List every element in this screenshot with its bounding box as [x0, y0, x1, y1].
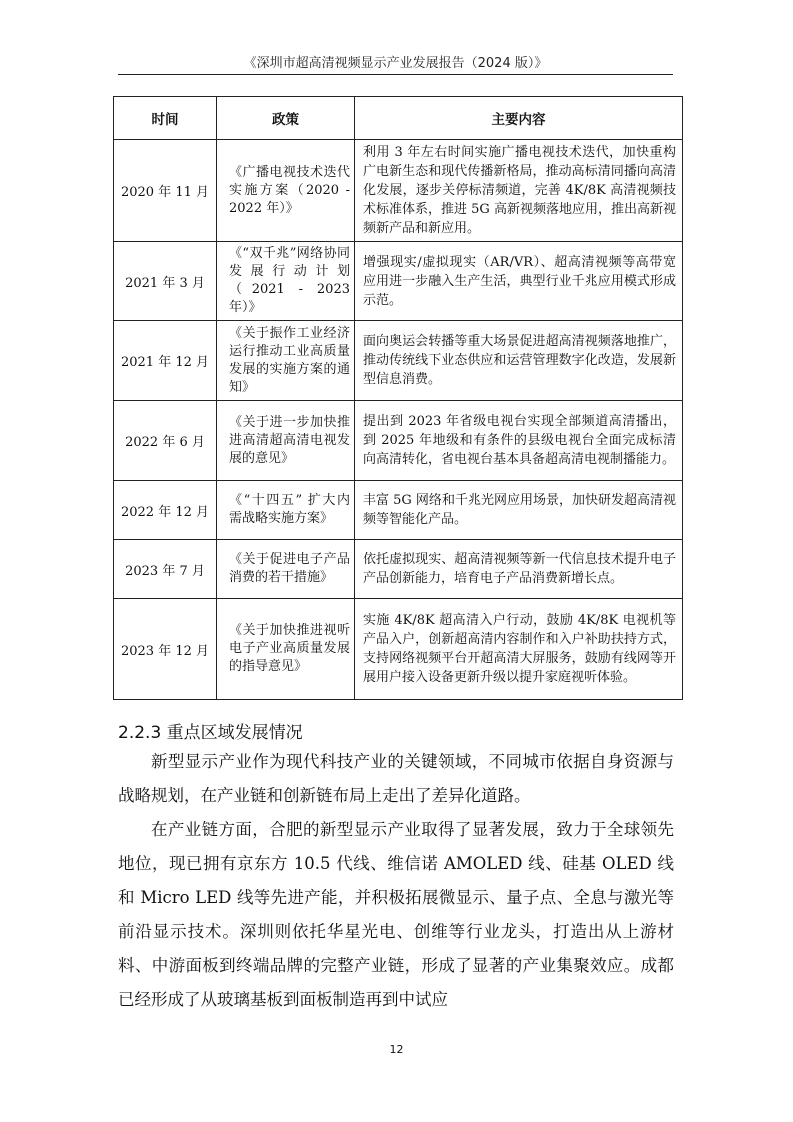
cell-time: 2020 年 11 月 [114, 140, 217, 242]
header-divider [118, 74, 673, 75]
policy-table [113, 96, 683, 700]
cell-content: 依托虚拟现实、超高清视频等新一代信息技术提升电子产品创新能力，培育电子产品消费新增长点。 [355, 540, 683, 599]
table-row [114, 401, 683, 481]
cell-policy: 《关于加快推进视听电子产业高质量发展的指导意见》 [217, 599, 355, 700]
cell-content: 面向奥运会转播等重大场景促进超高清视频落地推广，推动传统线下业态供应和运营管理数字化改造，发展新型信息消费。 [355, 321, 683, 401]
cell-content: 实施 4K/8K 超高清入户行动，鼓励 4K/8K 电视机等产品入户，创新超高清内容制作和入户补助扶持方式，支持网络视频平台开超高清大屏服务，鼓励有线网等开展用户接入设备更新升级以提升家庭视听体验。 [355, 599, 683, 700]
cell-time: 2023 年 7 月 [114, 540, 217, 599]
cell-time: 2022 年 12 月 [114, 481, 217, 540]
cell-policy: 《关于振作工业经济运行推动工业高质量发展的实施方案的通知》 [217, 321, 355, 401]
section-heading: 2.2.3 重点区域发展情况 [118, 723, 303, 743]
column-header-time: 时间 [114, 97, 217, 140]
table-row [114, 540, 683, 599]
cell-policy: 《广播电视技术迭代实施方案（2020 - 2022 年）》 [217, 140, 355, 242]
table-row [114, 481, 683, 540]
table-row [114, 140, 683, 242]
table-row [114, 599, 683, 700]
page-header: 《深圳市超高清视频显示产业发展报告（2024 版）》 [243, 56, 548, 71]
cell-policy: 《“十四五” 扩大内需战略实施方案》 [217, 481, 355, 540]
column-header-content: 主要内容 [355, 97, 683, 140]
cell-time: 2023 年 12 月 [114, 599, 217, 700]
cell-content: 丰富 5G 网络和千兆光网应用场景，加快研发超高清视频等智能化产品。 [355, 481, 683, 540]
cell-time: 2021 年 3 月 [114, 242, 217, 321]
table-row [114, 321, 683, 401]
cell-content: 利用 3 年左右时间实施广播电视技术迭代，加快重构广电新生态和现代传播新格局，推动高标清同播向高清化发展，逐步关停标清频道，完善 4K/8K 高清视频技术标准体系，推进 5G 高新视频落地应用，推出高新视频新产品和新应用。 [355, 140, 683, 242]
table-row [114, 242, 683, 321]
cell-time: 2022 年 6 月 [114, 401, 217, 481]
body-paragraph: 新型显示产业作为现代科技产业的关键领域，不同城市依据自身资源与战略规划，在产业链和创新链布局上走出了差异化道路。 [118, 752, 674, 805]
cell-policy: 《关于促进电子产品消费的若干措施》 [217, 540, 355, 599]
cell-policy: 《“双千兆”网络协同发展行动计划（2021 - 2023 年）》 [217, 242, 355, 321]
page-number: 12 [389, 1043, 404, 1056]
cell-content: 提出到 2023 年省级电视台实现全部频道高清播出，到 2025 年地级和有条件的县级电视台全面完成标清向高清转化，省电视台基本具备超高清电视制播能力。 [355, 401, 683, 481]
body-paragraph: 在产业链方面，合肥的新型显示产业取得了显著发展，致力于全球领先地位，现已拥有京东方 10.5 代线、维信诺 AMOLED 线、硅基 OLED 线和 Micro LED 线等先进产能，并积极拓展微显示、量子点、全息与激光等前沿显示技术。深圳则依托华星光电、创维等行业龙头，打造出从上游材料、中游面板到终端品牌的完整产业链，形成了显著的产业集聚效应。成都已经形成了从玻璃基板到面板制造再到中试应 [118, 820, 674, 1009]
column-header-policy: 政策 [217, 97, 355, 140]
cell-content: 增强现实/虚拟现实（AR/VR）、超高清视频等高带宽应用进一步融入生产生活，典型行业千兆应用模式形成示范。 [355, 242, 683, 321]
cell-time: 2021 年 12 月 [114, 321, 217, 401]
cell-policy: 《关于进一步加快推进高清超高清电视发展的意见》 [217, 401, 355, 481]
table-header-row [114, 97, 683, 140]
